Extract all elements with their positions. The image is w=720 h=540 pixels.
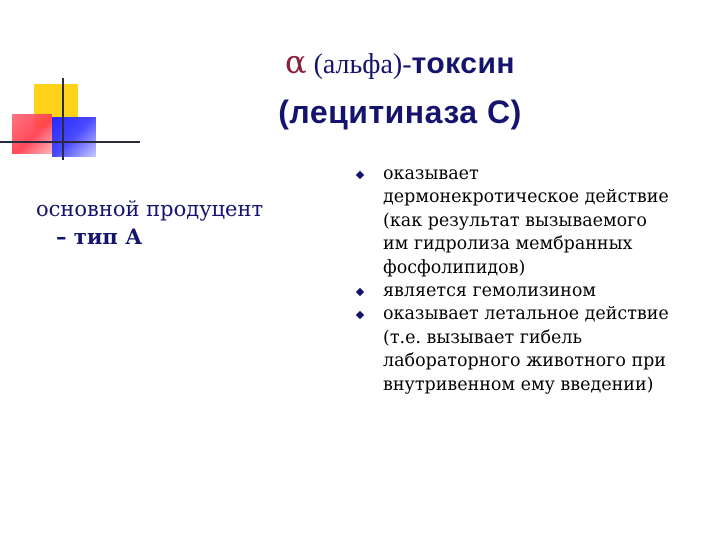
title-line-1 <box>140 40 660 90</box>
bullet-marker-icon <box>356 288 364 296</box>
bullet-line: оказывает летальное действие <box>383 304 669 325</box>
bullet-item <box>354 163 704 280</box>
producer-note-line-2: – тип А <box>56 224 143 249</box>
title-alpha-word: (альфа)- <box>306 49 412 80</box>
bullet-line: внутривенном ему введении) <box>383 374 654 395</box>
logo-red-square <box>12 114 52 154</box>
bullet-line: лабораторного животного при <box>383 351 666 372</box>
producer-note-line-1: основной продуцент <box>36 197 264 221</box>
logo-blue-square <box>52 117 96 157</box>
producer-note <box>36 196 326 250</box>
bullet-line: дермонекротическое действие <box>383 187 669 208</box>
bullet-line: оказывает <box>383 164 479 184</box>
title-line-2: (лецитиназа С) <box>278 94 522 130</box>
bullet-line: фосфолипидов) <box>383 257 526 278</box>
title-toxin-word: токсин <box>411 47 516 80</box>
slide-title <box>140 40 660 134</box>
logo-vertical-line <box>62 78 64 160</box>
bullet-item <box>354 303 704 397</box>
alpha-symbol: α <box>284 43 307 81</box>
bullet-line: (как результат вызываемого <box>383 210 647 231</box>
bullet-list <box>354 163 704 397</box>
bullet-item <box>354 280 704 303</box>
bullet-line: (т.е. вызывает гибель <box>383 327 583 348</box>
bullet-marker-icon <box>356 171 364 179</box>
bullet-line: им гидролиза мембранных <box>383 234 633 255</box>
logo-horizontal-line <box>0 141 140 143</box>
bullet-marker-icon <box>356 311 364 319</box>
bullet-line: является гемолизином <box>383 281 596 302</box>
